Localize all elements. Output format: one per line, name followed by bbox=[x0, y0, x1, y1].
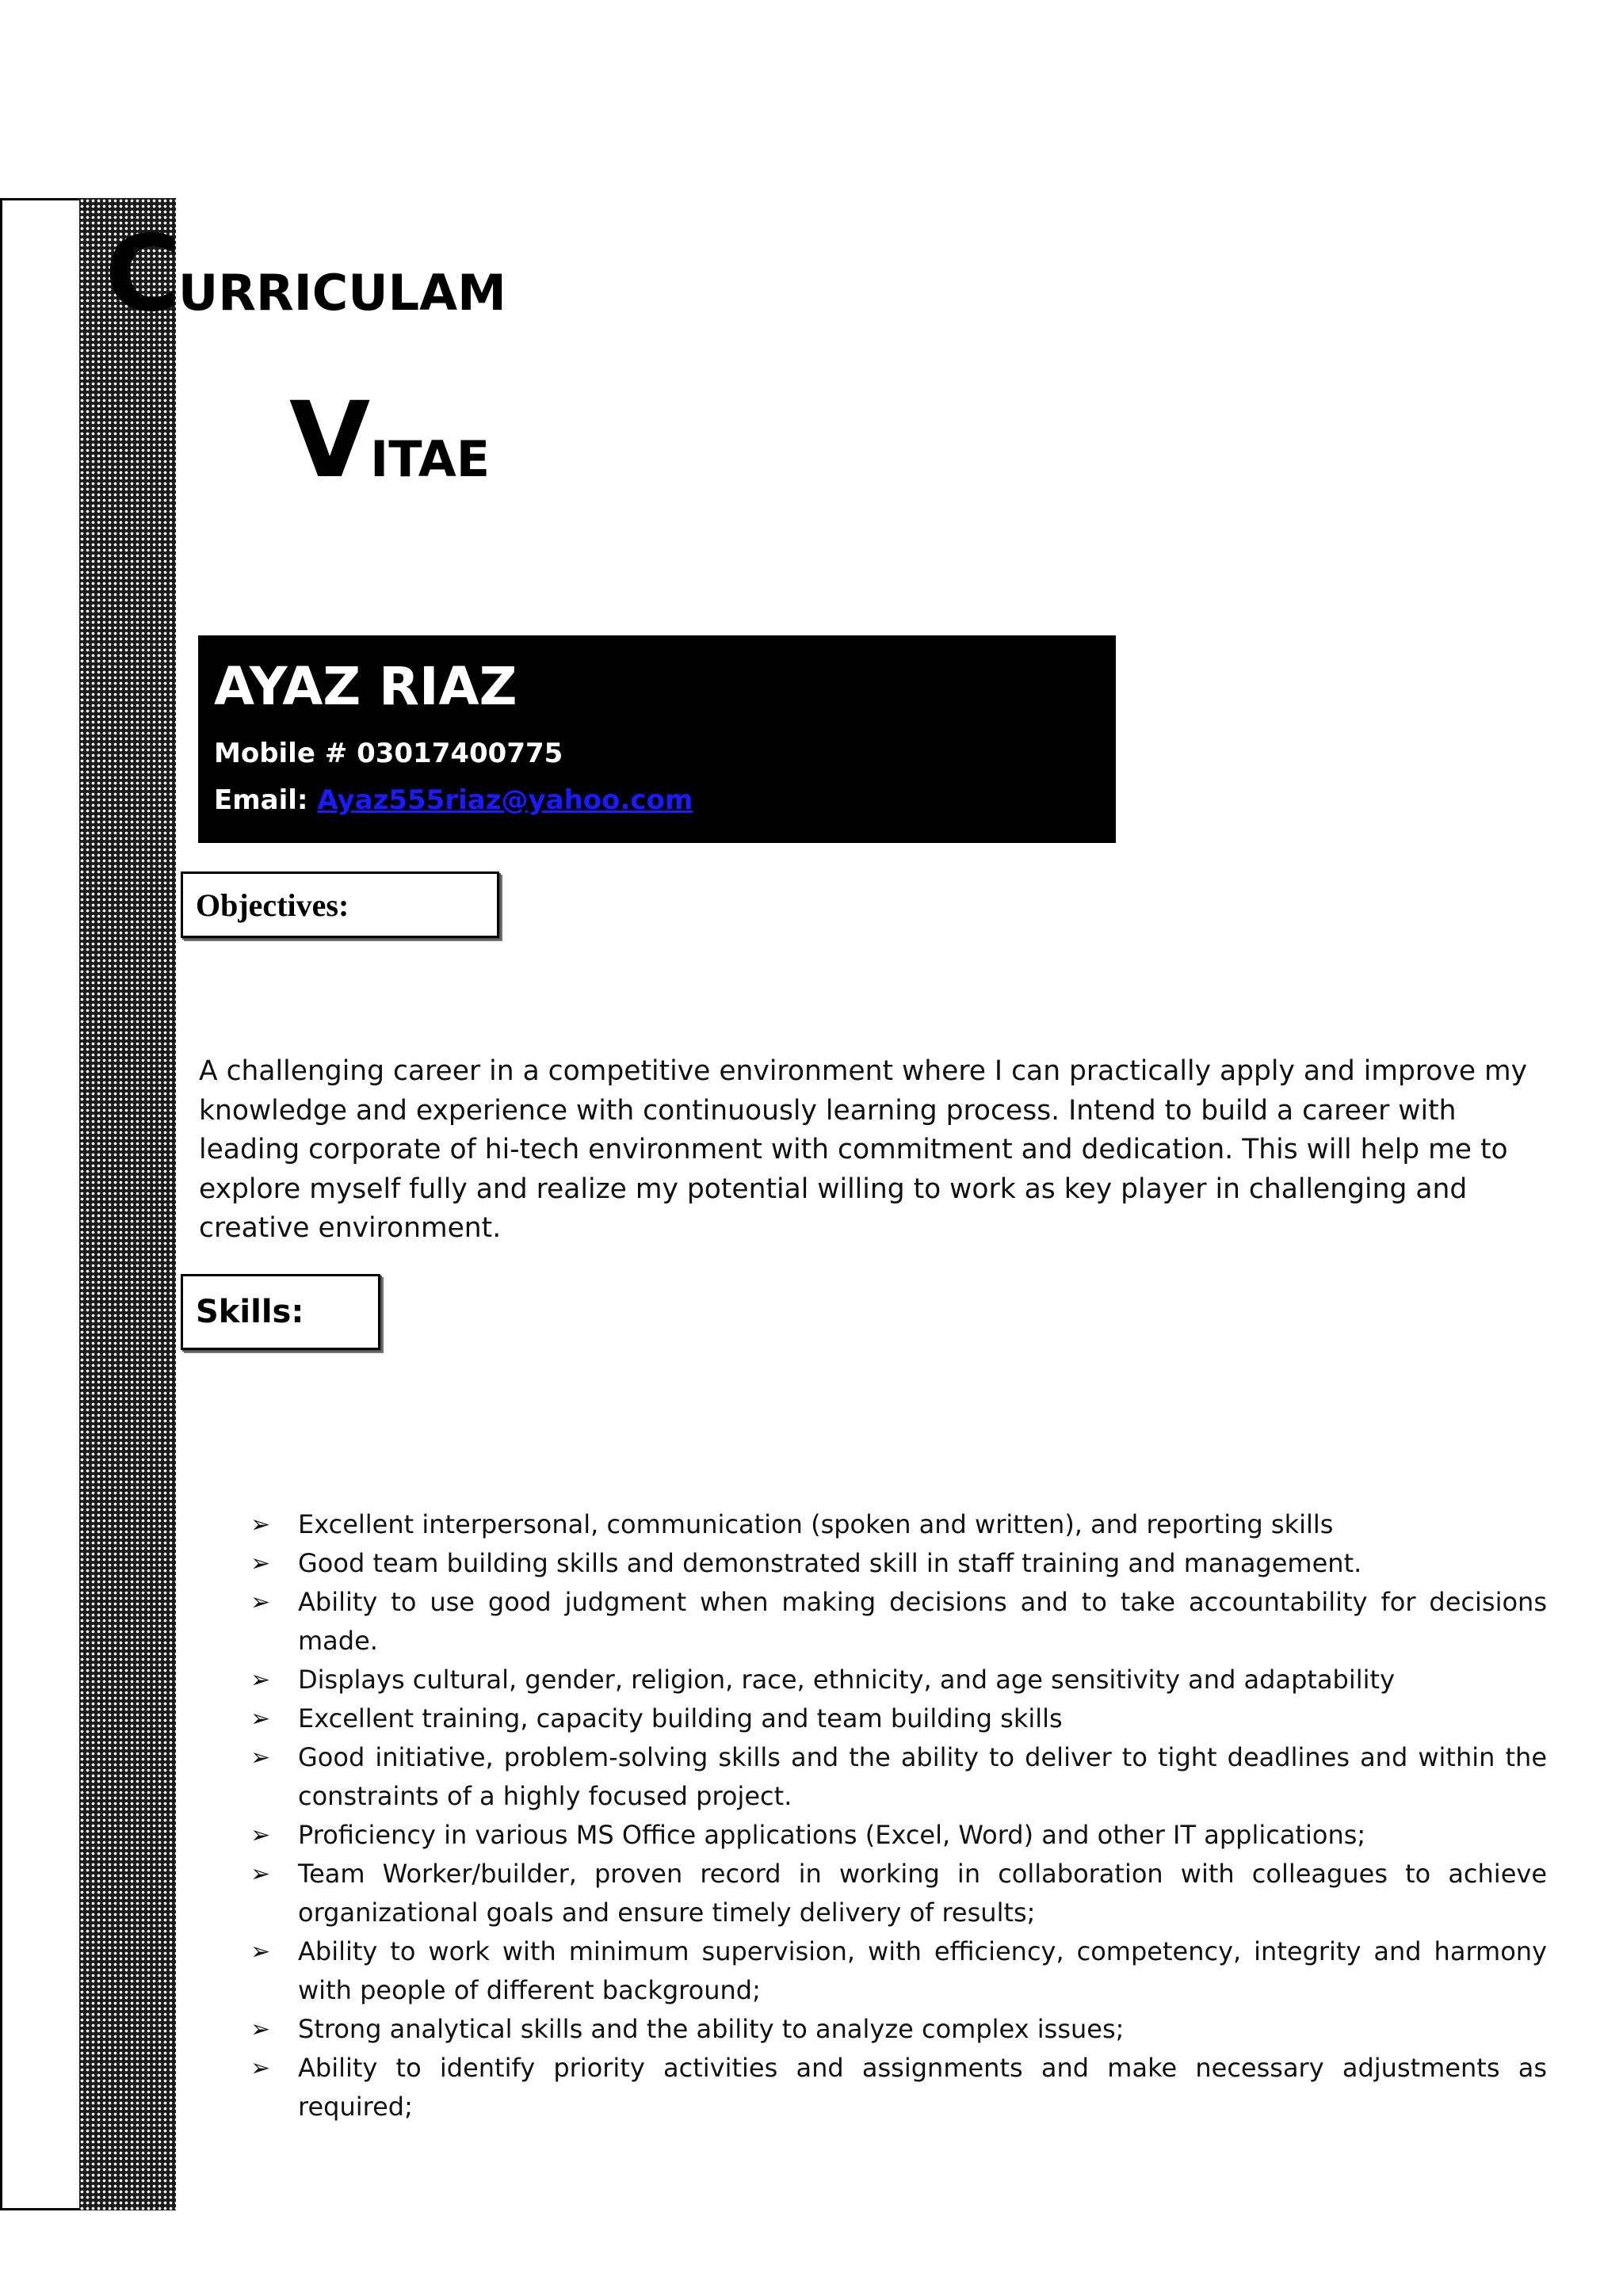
arrow-bullet-icon: ➢ bbox=[250, 1744, 271, 1772]
title-curriculam bbox=[105, 213, 506, 335]
list-item: ➢ Displays cultural, gender, religion, race, ethnicity, and age sensitivity and adaptability bbox=[247, 1661, 1547, 1699]
mobile-line bbox=[214, 740, 1100, 767]
list-item: ➢ Proficiency in various MS Office applications (Excel, Word) and other IT applications; bbox=[247, 1816, 1547, 1855]
email-link[interactable]: Ayaz555riaz@yahoo.com bbox=[317, 784, 693, 816]
arrow-bullet-icon: ➢ bbox=[250, 1860, 271, 1888]
list-item: ➢ Good team building skills and demonstrated skill in staff training and management. bbox=[247, 1544, 1547, 1583]
title-initial-c: C bbox=[105, 213, 178, 335]
mobile-label: Mobile # bbox=[214, 738, 348, 769]
list-item: ➢ Excellent interpersonal, communication (spoken and written), and reporting skills bbox=[247, 1505, 1547, 1544]
objectives-heading-box bbox=[181, 871, 499, 938]
list-item: ➢ Ability to work with minimum supervision, with efficiency, competency, integrity and harmony with people of different background; bbox=[247, 1932, 1547, 2010]
arrow-bullet-icon: ➢ bbox=[250, 2054, 271, 2082]
list-item: ➢ Good initiative, problem-solving skills and the ability to deliver to tight deadlines and within the constraints of a highly focused project. bbox=[247, 1738, 1547, 1816]
arrow-bullet-icon: ➢ bbox=[250, 1705, 271, 1733]
title-word-urriculam: URRICULAM bbox=[178, 264, 506, 322]
email-line bbox=[214, 784, 1100, 816]
objectives-heading: Objectives: bbox=[196, 887, 349, 923]
title-initial-v: V bbox=[289, 379, 371, 502]
title-vitae bbox=[289, 379, 491, 502]
skills-heading: Skills: bbox=[196, 1294, 304, 1330]
arrow-bullet-icon: ➢ bbox=[250, 1550, 271, 1577]
candidate-name: AYAZ RIAZ bbox=[214, 656, 517, 717]
arrow-bullet-icon: ➢ bbox=[250, 2016, 271, 2043]
arrow-bullet-icon: ➢ bbox=[250, 1589, 271, 1616]
email-label: Email: bbox=[214, 784, 308, 816]
arrow-bullet-icon: ➢ bbox=[250, 1821, 271, 1849]
arrow-bullet-icon: ➢ bbox=[250, 1938, 271, 1966]
name-contact-box bbox=[198, 635, 1116, 843]
mobile-value: 03017400775 bbox=[357, 738, 563, 769]
title-word-itae: ITAE bbox=[370, 430, 491, 488]
left-border-frame bbox=[0, 198, 79, 2210]
skills-heading-box bbox=[181, 1274, 380, 1350]
list-item: ➢ Team Worker/builder, proven record in working in collaboration with colleagues to achieve organizational goals and ensure timely delivery of results; bbox=[247, 1855, 1547, 1932]
list-item: ➢ Ability to use good judgment when making decisions and to take accountability for decisions made. bbox=[247, 1583, 1547, 1661]
arrow-bullet-icon: ➢ bbox=[250, 1666, 271, 1694]
skills-list bbox=[247, 1505, 1547, 2126]
objective-paragraph: A challenging career in a competitive environment where I can practically apply and improve my knowledge and experience with continuously learning process. Intend to build a career with leading corporate of hi-tech environment with commitment and dedication. This will help me to explore myself fully and realize my potential willing to work as key player in challenging and creative environment. bbox=[199, 1055, 1528, 1244]
arrow-bullet-icon: ➢ bbox=[250, 1511, 271, 1539]
dotted-side-strip bbox=[79, 198, 176, 2210]
list-item: ➢ Ability to identify priority activities and assignments and make necessary adjustments as required; bbox=[247, 2049, 1547, 2126]
list-item: ➢ Strong analytical skills and the ability to analyze complex issues; bbox=[247, 2010, 1547, 2049]
list-item: ➢ Excellent training, capacity building and team building skills bbox=[247, 1699, 1547, 1738]
